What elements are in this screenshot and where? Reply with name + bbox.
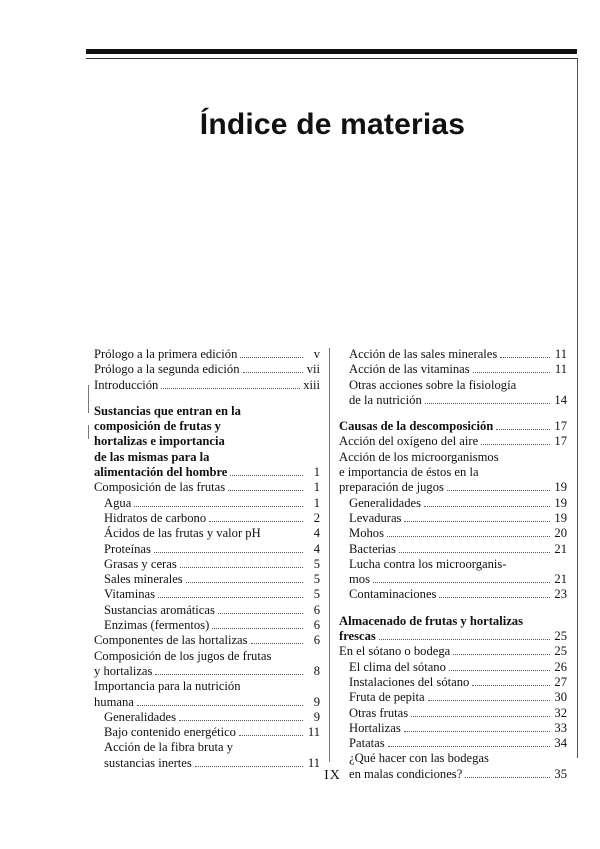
toc-entry-page: 2: [313, 510, 320, 525]
toc-entry-title: Proteínas: [104, 541, 151, 556]
column-separator: [329, 348, 330, 762]
dot-leader: [449, 669, 550, 671]
dot-leader: [137, 704, 303, 706]
toc-entry-title: Levaduras: [349, 510, 402, 525]
toc-entry-page: 5: [313, 556, 320, 571]
toc-entry: [339, 587, 567, 602]
toc-entry-page: 11: [554, 347, 567, 361]
toc-entry: [339, 706, 567, 721]
toc-entry: [94, 480, 320, 495]
dot-leader: [239, 734, 303, 736]
toc-entry-line: Composición de los jugos de frutas: [94, 648, 272, 663]
toc-entry-title: Ácidos de las frutas y valor pH: [104, 526, 261, 541]
toc-entry-title: Patatas: [349, 736, 385, 751]
toc-entry-title: Introducción: [94, 377, 159, 392]
toc-entry-title: Sustancias aromáticas: [104, 602, 215, 617]
toc-left-column: [94, 347, 320, 771]
toc-entry: [339, 721, 567, 736]
toc-entry-page: 35: [554, 766, 567, 781]
dot-leader: [472, 684, 550, 686]
toc-entry-page: 11: [554, 362, 567, 377]
toc-entry-page: 25: [554, 644, 567, 659]
toc-entry: [94, 511, 320, 526]
toc-entry-page: 27: [554, 674, 567, 689]
toc-entry: [339, 347, 567, 362]
toc-entry-page: 21: [554, 541, 567, 556]
toc-entry-title: Sales minerales: [104, 572, 183, 587]
dot-leader: [404, 520, 550, 522]
dot-leader: [373, 581, 550, 583]
section-gap: [339, 603, 567, 614]
dot-leader: [218, 612, 303, 614]
toc-entry: [339, 736, 567, 751]
dot-leader: [428, 699, 550, 701]
toc-entry-page: 9: [313, 709, 320, 724]
toc-entry-title: humana: [94, 694, 134, 709]
header-rule-thin: [86, 58, 577, 59]
dot-leader: [379, 638, 550, 640]
toc-entry-page: 1: [313, 480, 320, 495]
toc-entry-title: preparación de jugos: [339, 480, 444, 495]
dot-leader: [500, 356, 550, 358]
toc-entry-page: 14: [554, 392, 567, 407]
toc-entry-title: Composición de las frutas: [94, 480, 226, 495]
dot-leader: [251, 642, 303, 644]
dot-leader: [481, 443, 550, 445]
toc-entry-line: Lucha contra los microorganis-: [349, 556, 507, 571]
dot-leader: [240, 356, 303, 358]
toc-entry-line: ¿Qué hacer con las bodegas: [349, 751, 489, 766]
toc-entry-page: 19: [554, 495, 567, 510]
toc-entry-title: Contaminaciones: [349, 587, 437, 602]
toc-entry-title: Prólogo a la primera edición: [94, 347, 238, 361]
dot-leader: [186, 581, 303, 583]
toc-entry-line: Otras acciones sobre la fisiología: [349, 377, 517, 392]
toc-entry-page: 25: [554, 629, 567, 644]
dot-leader: [411, 715, 550, 717]
toc-entry-line: hortalizas e importancia: [94, 434, 225, 449]
toc-entry-page: 32: [554, 705, 567, 720]
toc-entry-page: 9: [313, 694, 320, 709]
toc-entry-title: Vitaminas: [104, 587, 156, 602]
dot-leader: [264, 536, 303, 537]
dot-leader: [453, 653, 550, 655]
toc-entry-page: 6: [313, 602, 320, 617]
toc-entry: [339, 419, 567, 434]
toc-entry: [339, 572, 567, 587]
toc-entry-title: mos: [349, 572, 370, 587]
toc-entry-title: alimentación del hombre: [94, 465, 228, 480]
toc-entry: [94, 633, 320, 648]
toc-entry: [94, 557, 320, 572]
toc-entry-line: Sustancias que entran en la: [94, 403, 241, 418]
toc-entry: [94, 378, 320, 393]
toc-entry-title: Bacterias: [349, 541, 396, 556]
toc-entry-page: 6: [313, 633, 320, 648]
page-number: IX: [324, 768, 341, 783]
toc-entry-line: e importancia de éstos en la: [339, 465, 479, 480]
toc-entry: [94, 710, 320, 725]
toc-entry: [339, 675, 567, 690]
toc-entry-title: Enzimas (fermentos): [104, 618, 210, 633]
toc-entry-page: vii: [306, 362, 320, 377]
toc-entry: [339, 480, 567, 495]
toc-entry: [94, 572, 320, 587]
toc-entry-line: Acción de la fibra bruta y: [104, 740, 234, 755]
toc-entry-title: El clima del sótano: [349, 659, 446, 674]
dot-leader: [228, 489, 303, 491]
toc-entry: [94, 542, 320, 557]
toc-entry-title: Hidratos de carbono: [104, 510, 207, 525]
dot-leader: [243, 371, 304, 373]
toc-entry-line: de las mismas para la: [94, 449, 210, 464]
toc-entry: [339, 511, 567, 526]
toc-entry-title: Componentes de las hortalizas: [94, 633, 248, 648]
dot-leader: [447, 489, 550, 491]
toc-entry-title: Generalidades: [349, 495, 422, 510]
toc-entry-page: 30: [554, 690, 567, 705]
toc-entry-line: Almacenado de frutas y hortalizas: [339, 613, 523, 628]
toc-entry-title: frescas: [339, 629, 376, 644]
toc-entry-page: 11: [307, 725, 320, 740]
toc-entry-page: 21: [554, 572, 567, 587]
toc-entry-page: v: [313, 347, 320, 361]
dot-leader: [230, 474, 303, 476]
toc-entry-page: 19: [554, 480, 567, 495]
dot-leader: [388, 745, 550, 747]
dot-leader: [425, 402, 550, 404]
dot-leader: [155, 673, 303, 675]
toc-entry-page: 34: [554, 736, 567, 751]
section-gap: [339, 408, 567, 419]
toc-entry-page: 4: [313, 541, 320, 556]
toc-entry: [339, 434, 567, 449]
toc-entry-title: Mohos: [349, 526, 384, 541]
toc-entry-title: Generalidades: [104, 709, 177, 724]
dot-leader: [180, 566, 303, 568]
toc-entry: [339, 660, 567, 675]
left-margin-tick: [88, 425, 89, 439]
dot-leader: [212, 627, 303, 629]
dot-leader: [399, 551, 550, 553]
toc-entry: [339, 542, 567, 557]
toc-entry-page: 5: [313, 587, 320, 602]
toc-entry-page: 33: [554, 720, 567, 735]
toc-entry-page: 11: [307, 755, 320, 770]
toc-entry: [339, 690, 567, 705]
toc-entry: [339, 644, 567, 659]
toc-entry-title: Acción de las vitaminas: [349, 362, 470, 377]
toc-entry: [94, 526, 320, 541]
toc-entry-page: 20: [554, 526, 567, 541]
toc-entry-title: Acción del oxígeno del aire: [339, 434, 479, 449]
toc-entry-title: Agua: [104, 495, 132, 510]
dot-leader: [387, 535, 550, 537]
dot-leader: [179, 719, 303, 721]
toc-entry: [339, 496, 567, 511]
toc-entry-page: 17: [554, 419, 567, 434]
toc-entry: [94, 603, 320, 618]
toc-entry: [94, 465, 320, 480]
toc-entry-page: 1: [313, 465, 320, 480]
toc-entry: [94, 347, 320, 362]
toc-entry-title: Causas de la descomposición: [339, 419, 494, 434]
toc-entry: [339, 393, 567, 408]
toc-entry: [339, 526, 567, 541]
dot-leader: [154, 551, 303, 553]
toc-entry-page: 23: [554, 587, 567, 602]
toc-entry-title: Prólogo a la segunda edición: [94, 362, 240, 377]
toc-entry: [94, 695, 320, 710]
toc-entry-title: Grasas y ceras: [104, 556, 177, 571]
toc-entry-title: En el sótano o bodega: [339, 644, 451, 659]
dot-leader: [404, 730, 550, 732]
right-margin-line: [577, 58, 578, 758]
toc-entry: [94, 587, 320, 602]
toc-entry-line: Importancia para la nutrición: [94, 679, 241, 694]
left-margin-tick: [88, 385, 89, 413]
toc-entry: [339, 362, 567, 377]
toc-entry-title: Acción de las sales minerales: [349, 347, 498, 361]
toc-entry-page: 6: [313, 618, 320, 633]
toc-entry-line: composición de frutas y: [94, 419, 221, 434]
toc-entry-title: Instalaciones del sótano: [349, 674, 470, 689]
toc-entry-page: 5: [313, 572, 320, 587]
toc-entry-title: y hortalizas: [94, 663, 153, 678]
dot-leader: [158, 596, 303, 598]
dot-leader: [209, 520, 303, 522]
toc-right-column: [339, 347, 567, 782]
toc-entry-page: 26: [554, 659, 567, 674]
toc-entry-title: Hortalizas: [349, 720, 401, 735]
toc-entry-title: Fruta de pepita: [349, 690, 425, 705]
toc-entry-title: de la nutrición: [349, 392, 422, 407]
toc-entry: [94, 618, 320, 633]
header-rule-thick: [86, 49, 577, 54]
dot-leader: [195, 765, 303, 767]
dot-leader: [473, 371, 550, 373]
section-gap: [94, 393, 320, 404]
toc-entry: [94, 664, 320, 679]
toc-entry-page: xiii: [303, 377, 320, 392]
toc-entry-page: 1: [313, 495, 320, 510]
toc-entry: [94, 725, 320, 740]
toc-entry-title: Otras frutas: [349, 705, 409, 720]
toc-entry-page: 17: [554, 434, 567, 449]
dot-leader: [161, 387, 300, 389]
toc-entry-line: Acción de los microorganismos: [339, 449, 499, 464]
page-title: Índice de materias: [199, 108, 466, 141]
toc-entry-title: sustancias inertes: [104, 755, 192, 770]
dot-leader: [424, 505, 550, 507]
toc-entry: [339, 629, 567, 644]
dot-leader: [496, 428, 550, 430]
toc-entry-page: 4: [313, 526, 320, 541]
toc-entry-page: 19: [554, 510, 567, 525]
dot-leader: [134, 505, 303, 507]
toc-entry-title: Bajo contenido energético: [104, 725, 236, 740]
toc-entry-title: en malas condiciones?: [349, 766, 463, 781]
dot-leader: [439, 596, 550, 598]
toc-entry: [94, 362, 320, 377]
toc-entry-page: 8: [313, 663, 320, 678]
toc-entry: [94, 496, 320, 511]
